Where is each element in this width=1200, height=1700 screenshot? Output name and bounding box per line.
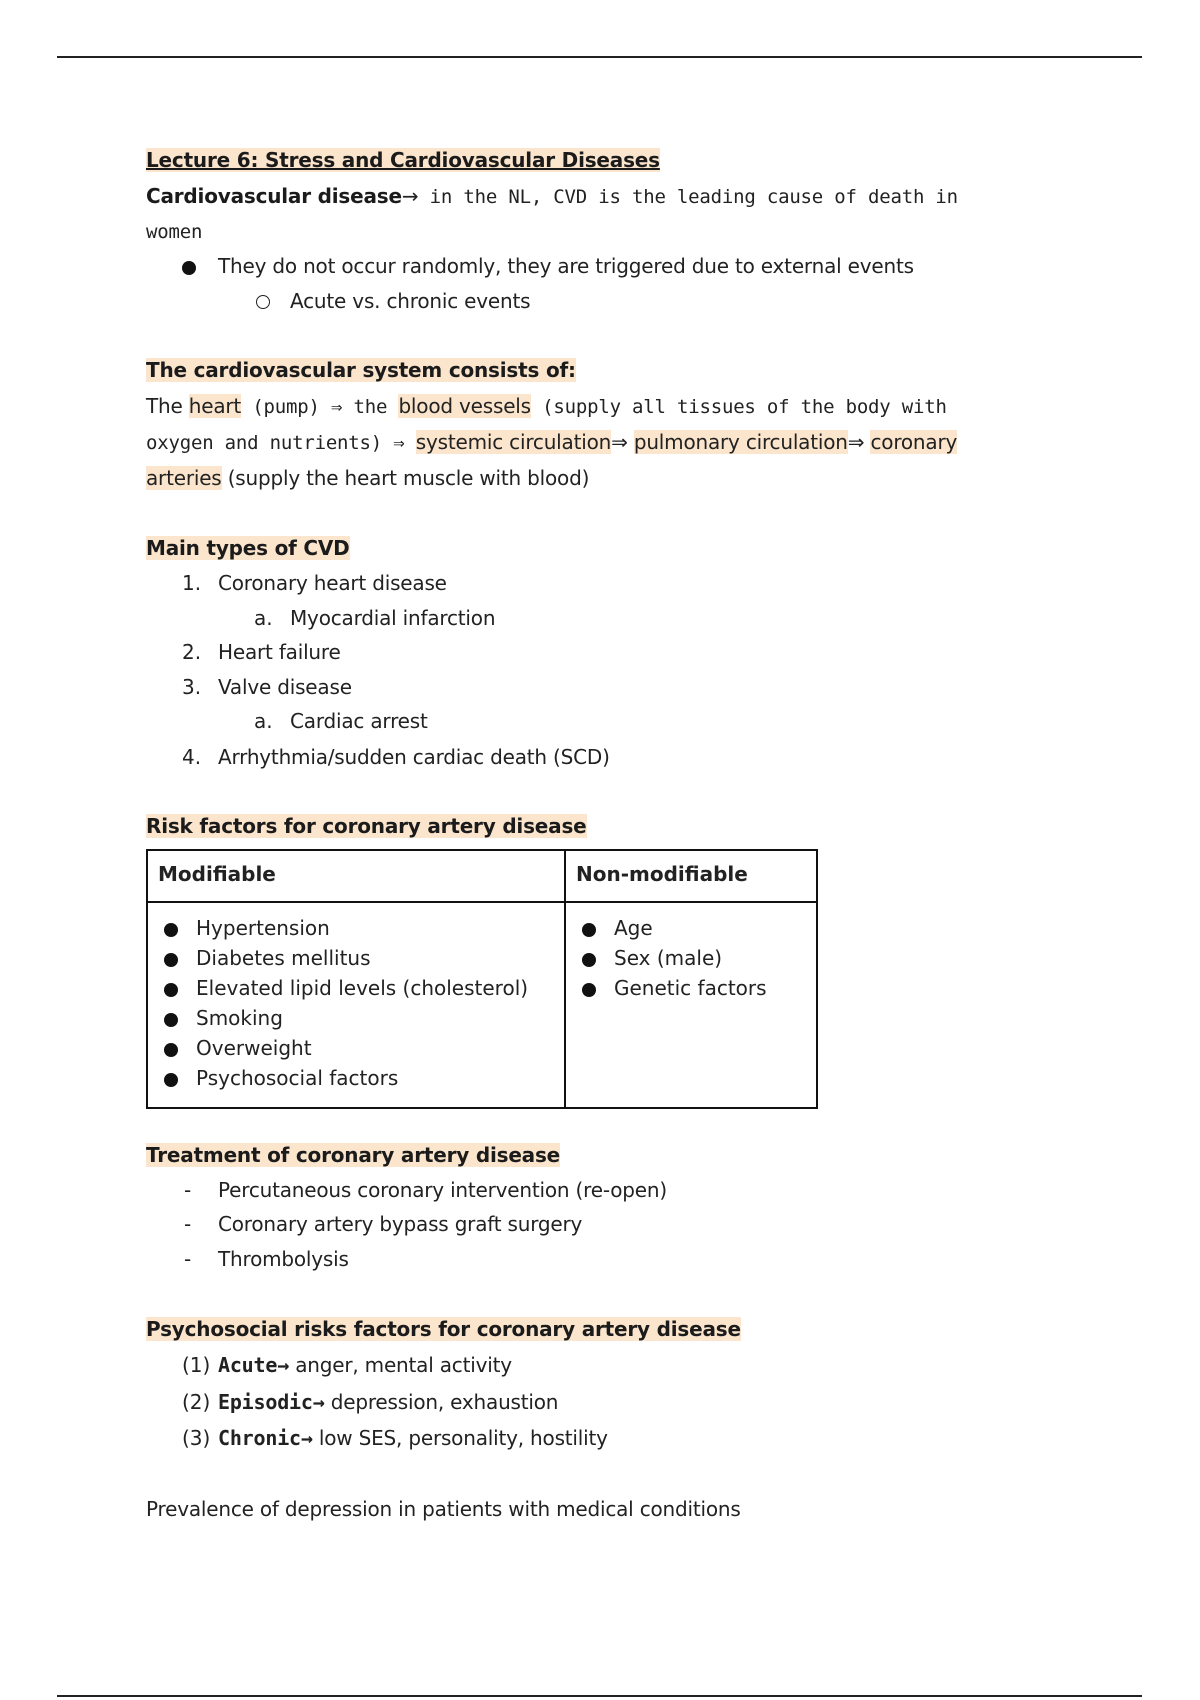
page-title: Lecture 6: Stress and Cardiovascular Diseases <box>146 148 660 172</box>
list-item: Elevated lipid levels (cholesterol) <box>164 973 564 1003</box>
list-number: 2. <box>182 640 202 664</box>
risk-heading: Risk factors for coronary artery disease <box>146 814 587 838</box>
list-item: Arrhythmia/sudden cardiac death (SCD) <box>218 745 610 769</box>
bullet-icon <box>182 257 196 276</box>
circle-bullet-icon <box>256 295 270 309</box>
list-item: Overweight <box>164 1033 564 1063</box>
system-heading: The cardiovascular system consists of: <box>146 358 576 382</box>
list-number: 4. <box>182 745 202 769</box>
column-header-modifiable: Modifiable <box>147 850 565 902</box>
list-item: Thrombolysis <box>218 1247 349 1271</box>
list-item: Sex (male) <box>582 943 816 973</box>
list-item: Coronary artery bypass graft surgery <box>218 1212 583 1236</box>
list-letter: a. <box>254 606 273 630</box>
bullet-icon <box>582 953 596 967</box>
cvd-sub-bullet: Acute vs. chronic events <box>290 289 531 313</box>
list-item: Acute→ anger, mental activity <box>218 1353 512 1377</box>
list-letter: a. <box>254 709 273 733</box>
list-item: Age <box>582 913 816 943</box>
list-number: (3) <box>182 1426 211 1450</box>
list-item: Episodic→ depression, exhaustion <box>218 1390 559 1414</box>
system-line-1: The heart (pump) ⇒ the blood vessels (supply all tissues of the body with <box>146 394 947 418</box>
list-item: Psychosocial factors <box>164 1063 564 1093</box>
non-modifiable-list <box>566 903 816 1015</box>
bullet-icon <box>164 953 178 967</box>
psychosocial-heading: Psychosocial risks factors for coronary artery disease <box>146 1317 741 1341</box>
list-number: (1) <box>182 1353 211 1377</box>
modifiable-cell <box>147 902 565 1108</box>
list-item: Diabetes mellitus <box>164 943 564 973</box>
cvd-bullet: They do not occur randomly, they are triggered due to external events <box>218 254 914 278</box>
list-item: Heart failure <box>218 640 341 664</box>
list-number: (2) <box>182 1390 211 1414</box>
list-item: Cardiac arrest <box>290 709 428 733</box>
dash-bullet: - <box>184 1178 192 1202</box>
bullet-icon <box>582 923 596 937</box>
non-modifiable-cell <box>565 902 817 1108</box>
column-header-non-modifiable: Non-modifiable <box>565 850 817 902</box>
list-item: Chronic→ low SES, personality, hostility <box>218 1426 608 1450</box>
list-item: Hypertension <box>164 913 564 943</box>
bullet-icon <box>164 1013 178 1027</box>
list-item: Percutaneous coronary intervention (re-open) <box>218 1178 667 1202</box>
list-item: Myocardial infarction <box>290 606 496 630</box>
list-number: 1. <box>182 571 202 595</box>
bullet-icon <box>164 923 178 937</box>
dash-bullet: - <box>184 1212 192 1236</box>
modifiable-list <box>148 903 564 1105</box>
list-item: Valve disease <box>218 675 352 699</box>
top-rule <box>57 56 1142 58</box>
list-number: 3. <box>182 675 202 699</box>
bullet-icon <box>164 1043 178 1057</box>
bullet-icon <box>164 983 178 997</box>
list-item: Coronary heart disease <box>218 571 447 595</box>
prevalence-text: Prevalence of depression in patients with medical conditions <box>146 1497 741 1521</box>
treatment-heading: Treatment of coronary artery disease <box>146 1143 561 1167</box>
risk-factors-table <box>146 849 818 1109</box>
list-item: Smoking <box>164 1003 564 1033</box>
system-line-2: oxygen and nutrients) ⇒ systemic circulation⇒ pulmonary circulation⇒ coronary <box>146 430 958 454</box>
bullet-icon <box>164 1073 178 1087</box>
list-item: Genetic factors <box>582 973 816 1003</box>
bottom-rule <box>57 1695 1142 1697</box>
cvd-intro-line-1: Cardiovascular disease→ in the NL, CVD is the leading cause of death in <box>146 184 958 208</box>
bullet-icon <box>582 983 596 997</box>
system-line-3: arteries (supply the heart muscle with blood) <box>146 466 590 490</box>
dash-bullet: - <box>184 1247 192 1271</box>
cvd-intro-line-2: women <box>146 221 203 243</box>
types-heading: Main types of CVD <box>146 536 350 560</box>
